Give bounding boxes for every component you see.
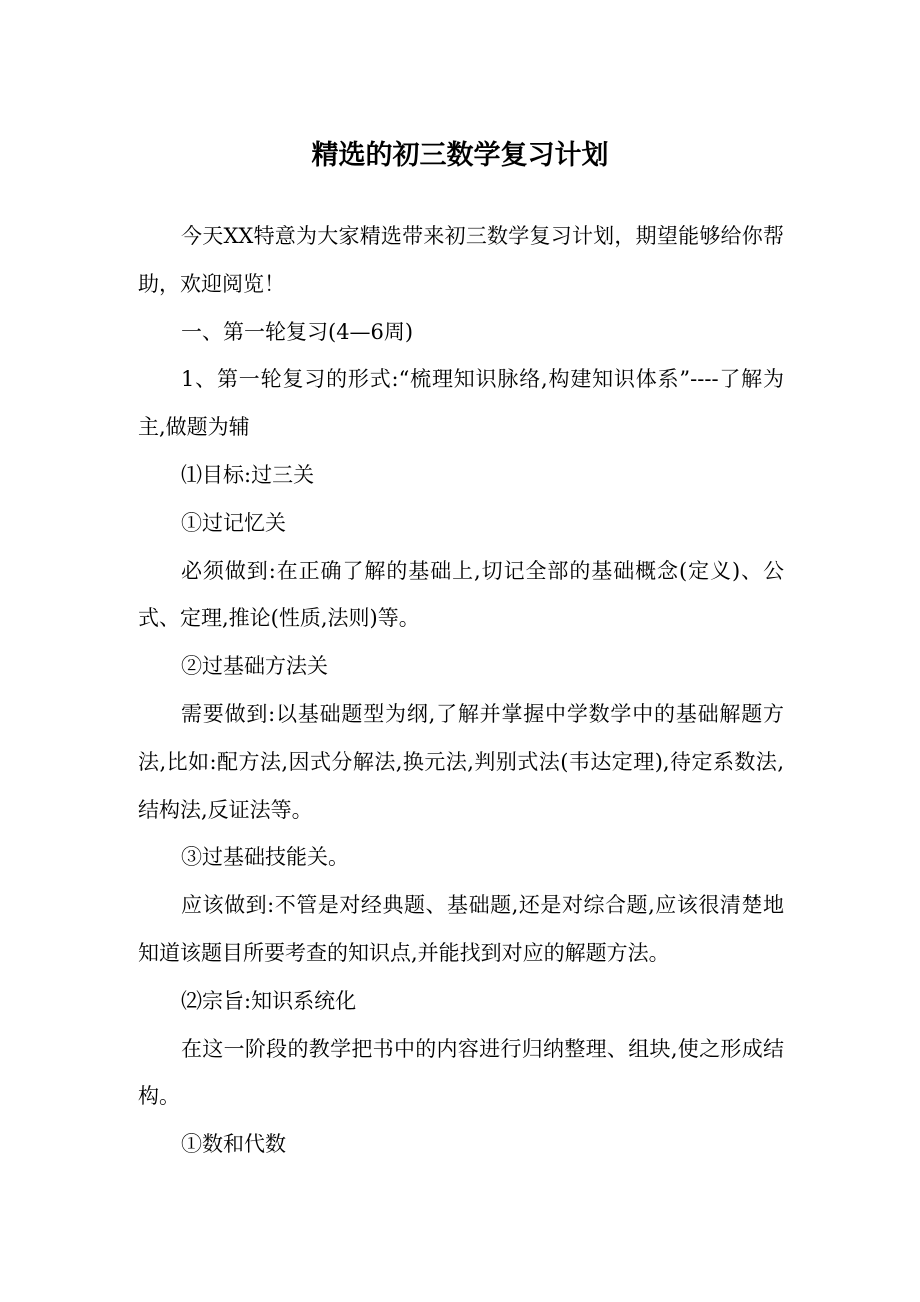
paragraph-purpose: 在这一阶段的教学把书中的内容进行归纳整理、组块,使之形成结构。 <box>138 1036 784 1109</box>
paragraph-memory: 必须做到:在正确了解的基础上,切记全部的基础概念(定义)、公式、定理,推论(性质,法则)等。 <box>138 558 784 631</box>
document-title: 精选的初三数学复习计划 <box>311 140 609 172</box>
heading-first-round: 一、第一轮复习(4—6周) <box>181 319 414 344</box>
paragraph-intro: 今天XX特意为大家精选带来初三数学复习计划，期望能够给你帮助，欢迎阅览！ <box>138 224 784 296</box>
item-methods: ②过基础方法关 <box>181 654 328 679</box>
paragraph-methods: 需要做到:以基础题型为纲,了解并掌握中学数学中的基础解题方法,比如:配方法,因式分解法,换元法,判别式法(韦达定理),待定系数法,结构法,反证法等。 <box>138 701 784 822</box>
document-body <box>138 213 784 1169</box>
item-numbers-algebra: ①数和代数 <box>181 1132 286 1157</box>
subheading-goal: ⑴目标:过三关 <box>181 462 315 487</box>
paragraph-round-form: 1、第一轮复习的形式:“梳理知识脉络,构建知识体系”----了解为主,做题为辅 <box>138 367 784 440</box>
item-skills: ③过基础技能关。 <box>181 845 349 870</box>
item-memory: ①过记忆关 <box>181 510 286 535</box>
paragraph-skills: 应该做到:不管是对经典题、基础题,还是对综合题,应该很清楚地知道该题目所要考查的知识点,并能找到对应的解题方法。 <box>138 893 784 965</box>
subheading-purpose: ⑵宗旨:知识系统化 <box>181 988 357 1013</box>
